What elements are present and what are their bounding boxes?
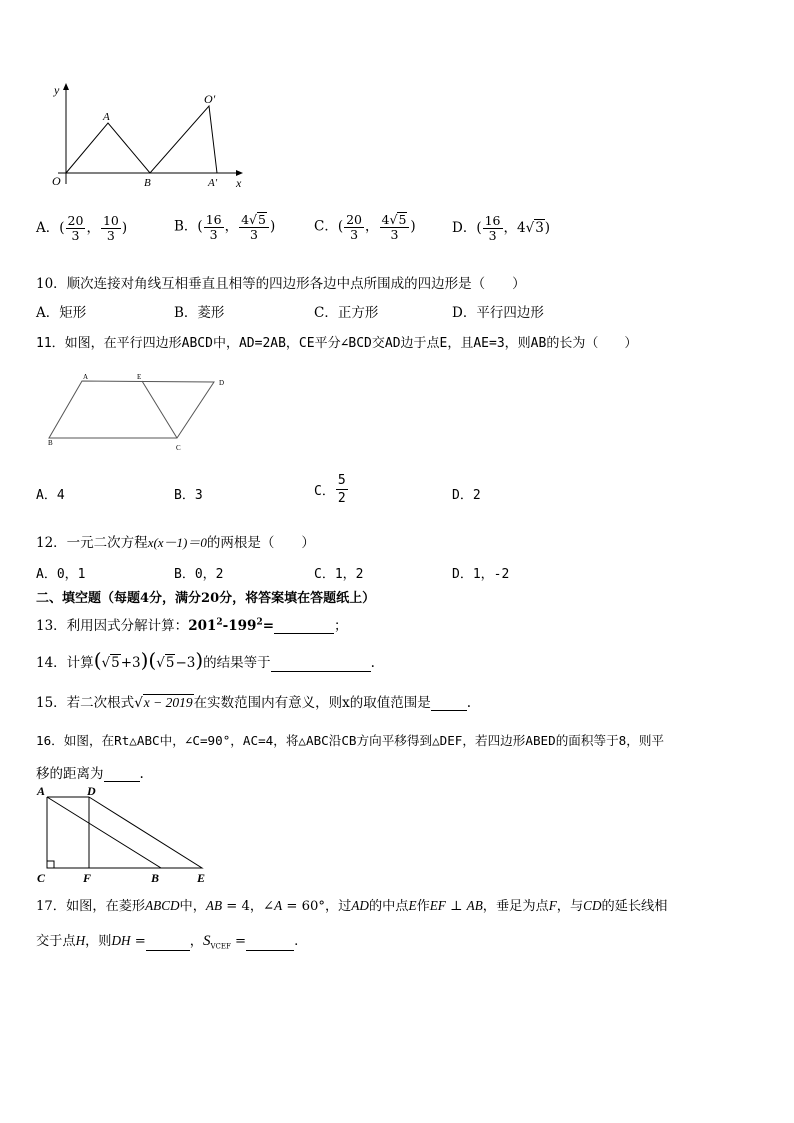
math: E xyxy=(408,898,417,913)
parallelogram-ABCD xyxy=(49,381,214,438)
q9-option-c[interactable] xyxy=(314,212,416,242)
paren: ) xyxy=(121,220,128,236)
stem-text: . xyxy=(139,766,144,782)
label-A-prime: A′ xyxy=(208,177,218,189)
separator: ， xyxy=(86,220,100,236)
q11-stem: 11．如图，在平行四边形ABCD中，AD=2AB，CE平分∠BCD交AD边于点E，且AE=3，则AB的长为（ ） xyxy=(36,336,638,351)
paren: ) xyxy=(410,218,416,235)
coef: ，4 xyxy=(503,220,526,236)
denominator: 2 xyxy=(337,491,346,506)
label-D: D xyxy=(219,379,225,387)
stem-text: = 60°，过 xyxy=(282,899,352,914)
coef: 4 xyxy=(381,212,390,227)
numerator: 4√5 xyxy=(380,212,410,228)
label-D: D xyxy=(87,784,96,798)
radicand: 5 xyxy=(258,212,266,227)
stem-text: 12．一元二次方程 xyxy=(36,535,148,551)
denominator: 3 xyxy=(350,226,359,242)
math: EF xyxy=(429,898,446,913)
coef: 4 xyxy=(241,212,250,227)
q9-option-b[interactable] xyxy=(174,212,275,242)
numerator: 20 xyxy=(346,211,363,227)
math: S xyxy=(202,933,211,949)
q12-option-b[interactable]: B．0，2 xyxy=(174,567,224,582)
answer-blank[interactable] xyxy=(104,767,140,782)
numerator: 16 xyxy=(484,213,501,228)
label-O: O xyxy=(52,174,61,188)
answer-blank-area[interactable] xyxy=(246,936,294,951)
radicand: 5 xyxy=(165,655,175,671)
stem-text: ，与 xyxy=(556,899,584,914)
paren: ) xyxy=(195,648,204,672)
option-label: B．( xyxy=(174,218,203,235)
stem-text: 的中点 xyxy=(368,899,409,914)
math: AB xyxy=(205,898,223,913)
triangle-DEF xyxy=(89,797,202,868)
equals: = xyxy=(262,618,275,634)
q16-triangle-figure xyxy=(34,782,219,888)
math: = 4，∠ xyxy=(222,899,275,914)
triangle-ABC xyxy=(47,797,161,868)
label-x: x xyxy=(236,176,242,190)
q10-option-d[interactable]: D．平行四边形 xyxy=(452,305,544,321)
exponent: 2 xyxy=(256,617,263,628)
answer-blank-dh[interactable] xyxy=(146,936,190,951)
math: = xyxy=(230,934,247,949)
q10-option-b[interactable]: B．菱形 xyxy=(174,305,225,321)
stem-text: ， xyxy=(189,934,203,949)
denominator: 3 xyxy=(209,226,218,242)
stem-text: 13．利用因式分解计算： xyxy=(36,618,189,634)
separator: ， xyxy=(224,218,239,235)
numerator: 5 xyxy=(337,473,346,488)
exponent: 2 xyxy=(216,617,223,628)
option-label: D．( xyxy=(452,220,482,236)
denominator: 3 xyxy=(106,228,115,243)
q13 xyxy=(36,614,348,634)
zigzag-path xyxy=(66,106,217,173)
label-F: F xyxy=(83,871,92,885)
q15 xyxy=(36,691,471,711)
denominator: 3 xyxy=(390,227,399,242)
sqrt-sign: √ xyxy=(134,695,143,711)
q12-option-d[interactable]: D．1，-2 xyxy=(452,567,510,582)
q11-option-d[interactable]: D．2 xyxy=(452,488,481,503)
sqrt-sign: √ xyxy=(101,655,111,671)
q11-option-b[interactable]: B．3 xyxy=(174,488,203,503)
math: H xyxy=(75,933,86,948)
q10-option-c[interactable]: C．正方形 xyxy=(314,305,379,321)
q12-stem xyxy=(36,531,315,551)
label-E: E xyxy=(137,373,142,381)
option-label: C．( xyxy=(314,218,344,235)
q9-option-d[interactable]: D．( $\frac{16}{3}$ ，4√3) xyxy=(452,213,551,243)
label-B: B xyxy=(144,177,151,189)
paren: ( xyxy=(148,648,157,672)
segment-CE xyxy=(142,381,177,438)
q16-line1: 16．如图，在Rt△ABC中，∠C=90°，AC=4，将△ABC沿CB方向平移得到△DEF，若四边形ABED的面积等于8，则平 xyxy=(36,733,665,748)
q17-line2 xyxy=(36,930,298,951)
stem-text: 中， xyxy=(179,899,206,914)
label-E: E xyxy=(197,871,206,885)
math: AD xyxy=(351,898,369,913)
q17-line1 xyxy=(36,895,667,914)
option-label: A．( xyxy=(36,220,65,236)
label-A: A xyxy=(103,111,110,123)
math: A xyxy=(274,898,283,913)
stem-text: . xyxy=(294,934,299,949)
paren: ) xyxy=(544,220,551,236)
label-B: B xyxy=(151,871,160,885)
q10-stem: 10．顺次连接对角线互相垂直且相等的四边形各边中点所围成的四边形是（ ） xyxy=(36,276,526,292)
radicand: 5 xyxy=(398,212,407,227)
stem-text: ； xyxy=(334,618,348,634)
answer-blank[interactable] xyxy=(271,655,371,672)
math: ABCD xyxy=(145,898,180,913)
stem-text: 移的距离为 xyxy=(36,766,104,782)
q11-parallelogram-figure xyxy=(40,370,240,460)
math: AB xyxy=(466,898,483,913)
sqrt-sign: √ xyxy=(156,655,165,671)
radicand: 3 xyxy=(535,220,544,236)
numerator: 10 xyxy=(102,213,119,228)
stem-text: 15．若二次根式 xyxy=(36,695,135,711)
numerator: 16 xyxy=(205,211,222,227)
expr: +3 xyxy=(120,655,141,671)
paren: ) xyxy=(140,648,149,672)
stem-text: ，垂足为点 xyxy=(482,899,549,914)
label-A: A xyxy=(37,784,46,798)
radicand: 5 xyxy=(111,655,120,671)
right-angle-mark xyxy=(47,861,54,868)
q11-option-a[interactable]: A．4 xyxy=(36,488,65,503)
paren: ( xyxy=(93,648,102,672)
separator: ， xyxy=(365,218,379,235)
stem-text: 交于点 xyxy=(36,934,76,949)
label-C: C xyxy=(176,444,181,452)
answer-blank[interactable] xyxy=(274,619,334,634)
math: ⊥ xyxy=(445,899,467,914)
stem-text: 作 xyxy=(416,899,430,914)
section-heading: 二、填空题（每题4分，满分20分，将答案填在答题纸上） xyxy=(36,591,376,606)
paren: ) xyxy=(269,218,276,235)
denominator: 3 xyxy=(250,227,258,242)
label-B: B xyxy=(48,439,53,447)
denominator: 3 xyxy=(71,228,80,243)
label-A: A xyxy=(83,373,89,381)
stem-text: . xyxy=(370,655,375,671)
stem-text: 的结果等于 xyxy=(203,655,271,671)
stem-text: 的延长线相 xyxy=(601,899,668,914)
numerator: 4√5 xyxy=(239,212,269,228)
label-C: C xyxy=(37,871,46,885)
math: = xyxy=(130,934,146,949)
q12-option-c[interactable]: C．1，2 xyxy=(314,567,364,582)
expr: 201 xyxy=(188,618,217,634)
equation: x(x－1)＝0 xyxy=(147,535,207,550)
q16-line2 xyxy=(36,762,144,782)
radicand: x − 2019 xyxy=(143,695,193,710)
math: CD xyxy=(583,898,602,913)
stem-text: 14．计算 xyxy=(36,655,94,671)
math: DH xyxy=(111,933,131,948)
expr: -199 xyxy=(222,618,257,634)
q11-option-c[interactable] xyxy=(314,472,349,507)
stem-text: 17．如图，在菱形 xyxy=(36,899,146,914)
stem-text: ，则 xyxy=(85,934,112,949)
expr: −3 xyxy=(175,655,196,671)
q9-coordinate-figure xyxy=(40,80,255,195)
stem-text: 的两根是（ ） xyxy=(206,535,315,551)
label-y: y xyxy=(54,83,60,97)
math: F xyxy=(548,898,557,913)
answer-blank[interactable] xyxy=(431,696,467,711)
stem-text: 在实数范围内有意义，则x的取值范围是 xyxy=(193,695,431,711)
q10-option-a[interactable]: A．矩形 xyxy=(36,305,87,321)
label-O-prime: O′ xyxy=(204,92,216,106)
subscript: VCEF xyxy=(210,942,231,951)
option-label: C． xyxy=(314,484,335,499)
q12-option-a[interactable]: A．0，1 xyxy=(36,567,86,582)
stem-text: . xyxy=(466,695,472,711)
numerator: 20 xyxy=(67,213,84,228)
q9-option-a[interactable] xyxy=(36,214,127,243)
denominator: 3 xyxy=(488,228,497,243)
q14 xyxy=(36,648,375,672)
